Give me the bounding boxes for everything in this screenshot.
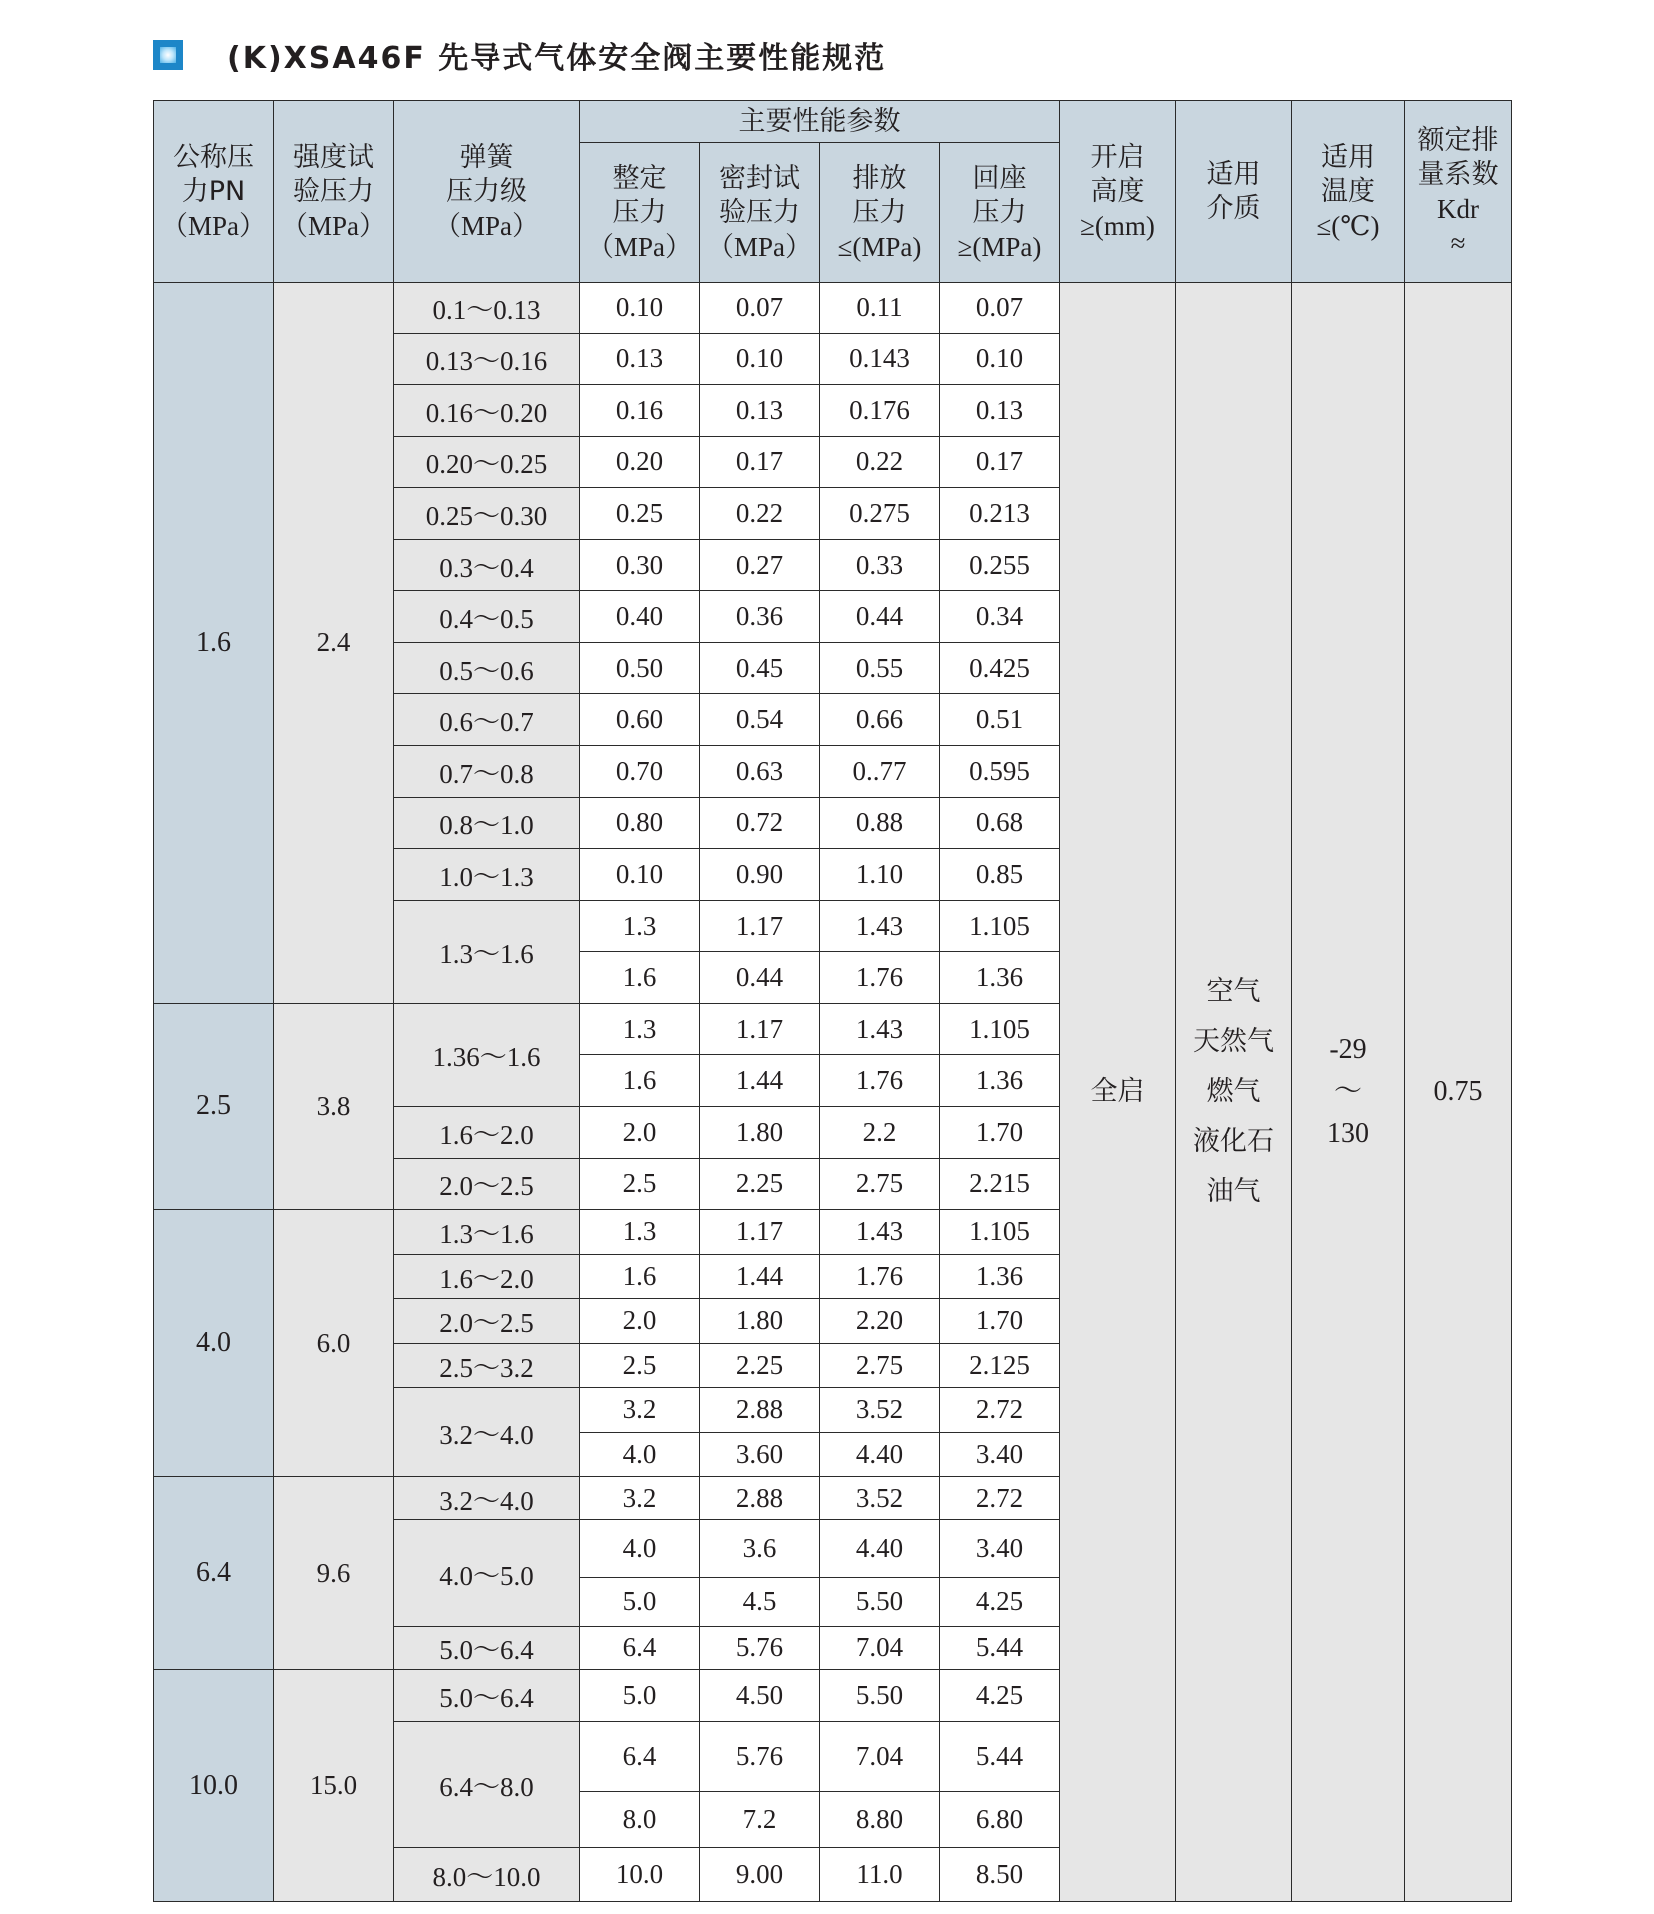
reseat-cell: 0.07 — [940, 283, 1060, 334]
spring-class-cell: 0.20～0.25 — [394, 436, 580, 488]
seal-test-cell: 7.2 — [700, 1792, 820, 1848]
spring-class-cell: 2.0～2.5 — [394, 1158, 580, 1210]
spring-class-cell: 1.36～1.6 — [394, 1003, 580, 1106]
reseat-cell: 2.72 — [940, 1477, 1060, 1520]
set-pressure-cell: 4.0 — [580, 1432, 700, 1476]
reseat-cell: 0.85 — [940, 849, 1060, 901]
seal-test-cell: 5.76 — [700, 1721, 820, 1792]
square-bullet-icon — [153, 40, 183, 70]
reseat-cell: 1.36 — [940, 1254, 1060, 1298]
nominal-pressure-cell: 1.6 — [154, 283, 274, 1004]
kdr-cell: 0.75 — [1405, 283, 1512, 1902]
seal-test-cell: 1.17 — [700, 900, 820, 952]
discharge-cell: 5.50 — [820, 1670, 940, 1722]
set-pressure-cell: 0.40 — [580, 591, 700, 643]
discharge-cell: 0.55 — [820, 642, 940, 694]
header-temp: 适用 温度 ≤(℃) — [1292, 101, 1405, 283]
discharge-cell: 1.43 — [820, 900, 940, 952]
strength-test-cell: 6.0 — [274, 1210, 394, 1477]
discharge-cell: 0.22 — [820, 436, 940, 488]
header-kdr: 额定排 量系数 Kdr ≈ — [1405, 101, 1512, 283]
spring-class-cell: 0.8～1.0 — [394, 797, 580, 849]
seal-test-cell: 1.44 — [700, 1055, 820, 1107]
set-pressure-cell: 6.4 — [580, 1626, 700, 1669]
temp-line: 130 — [1327, 1118, 1369, 1149]
discharge-cell: 0.44 — [820, 591, 940, 643]
seal-test-cell: 0.07 — [700, 283, 820, 334]
medium-line: 液化石 — [1193, 1126, 1274, 1157]
discharge-cell: 4.40 — [820, 1520, 940, 1578]
medium-cell — [1176, 283, 1292, 1902]
seal-test-cell: 0.90 — [700, 849, 820, 901]
seal-test-cell: 3.6 — [700, 1520, 820, 1578]
header-set-pressure: 整定 压力 （MPa） — [580, 143, 700, 283]
seal-test-cell: 1.44 — [700, 1254, 820, 1298]
discharge-cell: 0.33 — [820, 539, 940, 591]
reseat-cell: 0.595 — [940, 746, 1060, 798]
seal-test-cell: 2.25 — [700, 1158, 820, 1210]
set-pressure-cell: 1.3 — [580, 1003, 700, 1055]
seal-test-cell: 1.80 — [700, 1299, 820, 1343]
discharge-cell: 1.76 — [820, 1254, 940, 1298]
seal-test-cell: 0.45 — [700, 642, 820, 694]
set-pressure-cell: 2.5 — [580, 1158, 700, 1210]
temp-line: ～ — [1333, 1076, 1362, 1107]
reseat-cell: 8.50 — [940, 1848, 1060, 1902]
spring-class-cell: 4.0～5.0 — [394, 1520, 580, 1626]
spring-class-cell: 0.1～0.13 — [394, 283, 580, 334]
seal-test-cell: 1.17 — [700, 1210, 820, 1254]
set-pressure-cell: 1.6 — [580, 1254, 700, 1298]
reseat-cell: 0.213 — [940, 488, 1060, 540]
seal-test-cell: 4.50 — [700, 1670, 820, 1722]
set-pressure-cell: 0.10 — [580, 849, 700, 901]
discharge-cell: 2.75 — [820, 1343, 940, 1387]
discharge-cell: 3.52 — [820, 1388, 940, 1432]
spring-class-cell: 1.0～1.3 — [394, 849, 580, 901]
discharge-cell: 1.76 — [820, 952, 940, 1004]
reseat-cell: 4.25 — [940, 1578, 1060, 1627]
spring-class-cell: 3.2～4.0 — [394, 1388, 580, 1477]
header-seal-test: 密封试 验压力 （MPa） — [700, 143, 820, 283]
set-pressure-cell: 10.0 — [580, 1848, 700, 1902]
set-pressure-cell: 0.25 — [580, 488, 700, 540]
seal-test-cell: 0.36 — [700, 591, 820, 643]
discharge-cell: 1.10 — [820, 849, 940, 901]
reseat-cell: 1.36 — [940, 952, 1060, 1004]
spec-table — [153, 100, 1512, 1902]
reseat-cell: 0.10 — [940, 333, 1060, 385]
table-body — [154, 283, 1512, 1902]
seal-test-cell: 1.80 — [700, 1106, 820, 1158]
title-row — [153, 32, 886, 78]
strength-test-cell: 3.8 — [274, 1003, 394, 1209]
reseat-cell: 1.105 — [940, 1210, 1060, 1254]
discharge-cell: 0.66 — [820, 694, 940, 746]
lift-cell: 全启 — [1060, 283, 1176, 1902]
seal-test-cell: 0.72 — [700, 797, 820, 849]
header-discharge: 排放 压力 ≤(MPa) — [820, 143, 940, 283]
reseat-cell: 0.13 — [940, 385, 1060, 437]
discharge-cell: 0.275 — [820, 488, 940, 540]
set-pressure-cell: 8.0 — [580, 1792, 700, 1848]
discharge-cell: 0..77 — [820, 746, 940, 798]
spring-class-cell: 0.16～0.20 — [394, 385, 580, 437]
reseat-cell: 1.105 — [940, 1003, 1060, 1055]
spring-class-cell: 8.0～10.0 — [394, 1848, 580, 1902]
set-pressure-cell: 2.5 — [580, 1343, 700, 1387]
seal-test-cell: 4.5 — [700, 1578, 820, 1627]
header-lift: 开启 高度 ≥(mm) — [1060, 101, 1176, 283]
set-pressure-cell: 1.6 — [580, 1055, 700, 1107]
reseat-cell: 2.72 — [940, 1388, 1060, 1432]
reseat-cell: 2.215 — [940, 1158, 1060, 1210]
set-pressure-cell: 5.0 — [580, 1670, 700, 1722]
nominal-pressure-cell: 10.0 — [154, 1670, 274, 1902]
seal-test-cell: 5.76 — [700, 1626, 820, 1669]
nominal-pressure-cell: 4.0 — [154, 1210, 274, 1477]
discharge-cell: 5.50 — [820, 1578, 940, 1627]
seal-test-cell: 0.54 — [700, 694, 820, 746]
spring-class-cell: 1.6～2.0 — [394, 1106, 580, 1158]
medium-line: 空气 — [1206, 976, 1261, 1007]
discharge-cell: 1.43 — [820, 1210, 940, 1254]
reseat-cell: 0.68 — [940, 797, 1060, 849]
seal-test-cell: 2.25 — [700, 1343, 820, 1387]
spring-class-cell: 0.5～0.6 — [394, 642, 580, 694]
strength-test-cell: 9.6 — [274, 1477, 394, 1670]
set-pressure-cell: 1.3 — [580, 900, 700, 952]
medium-line: 天然气 — [1193, 1026, 1274, 1057]
medium-line: 燃气 — [1206, 1076, 1261, 1107]
set-pressure-cell: 3.2 — [580, 1477, 700, 1520]
set-pressure-cell: 0.16 — [580, 385, 700, 437]
seal-test-cell: 3.60 — [700, 1432, 820, 1476]
discharge-cell: 2.20 — [820, 1299, 940, 1343]
spring-class-cell: 3.2～4.0 — [394, 1477, 580, 1520]
set-pressure-cell: 0.10 — [580, 283, 700, 334]
seal-test-cell: 9.00 — [700, 1848, 820, 1902]
reseat-cell: 1.36 — [940, 1055, 1060, 1107]
page-title: (K)XSA46F 先导式气体安全阀主要性能规范 — [227, 41, 887, 76]
seal-test-cell: 0.22 — [700, 488, 820, 540]
header-medium: 适用 介质 — [1176, 101, 1292, 283]
discharge-cell: 7.04 — [820, 1626, 940, 1669]
seal-test-cell: 0.17 — [700, 436, 820, 488]
seal-test-cell: 2.88 — [700, 1388, 820, 1432]
spring-class-cell: 0.13～0.16 — [394, 333, 580, 385]
discharge-cell: 7.04 — [820, 1721, 940, 1792]
set-pressure-cell: 0.50 — [580, 642, 700, 694]
strength-test-cell: 2.4 — [274, 283, 394, 1004]
reseat-cell: 1.70 — [940, 1299, 1060, 1343]
temp-line: -29 — [1329, 1034, 1367, 1065]
reseat-cell: 0.34 — [940, 591, 1060, 643]
set-pressure-cell: 0.80 — [580, 797, 700, 849]
reseat-cell: 5.44 — [940, 1626, 1060, 1669]
spring-class-cell: 1.3～1.6 — [394, 1210, 580, 1254]
spring-class-cell: 2.5～3.2 — [394, 1343, 580, 1387]
table-row — [154, 283, 1512, 334]
set-pressure-cell: 0.20 — [580, 436, 700, 488]
discharge-cell: 0.143 — [820, 333, 940, 385]
header-nominal-pressure: 公称压 力PN （MPa） — [154, 101, 274, 283]
header-strength-test: 强度试 验压力 （MPa） — [274, 101, 394, 283]
discharge-cell: 0.11 — [820, 283, 940, 334]
reseat-cell: 0.51 — [940, 694, 1060, 746]
set-pressure-cell: 3.2 — [580, 1388, 700, 1432]
reseat-cell: 0.425 — [940, 642, 1060, 694]
spring-class-cell: 1.3～1.6 — [394, 900, 580, 1003]
set-pressure-cell: 0.13 — [580, 333, 700, 385]
discharge-cell: 4.40 — [820, 1432, 940, 1476]
spring-class-cell: 0.6～0.7 — [394, 694, 580, 746]
seal-test-cell: 0.44 — [700, 952, 820, 1004]
reseat-cell: 1.105 — [940, 900, 1060, 952]
reseat-cell: 1.70 — [940, 1106, 1060, 1158]
reseat-cell: 5.44 — [940, 1721, 1060, 1792]
header-reseat: 回座 压力 ≥(MPa) — [940, 143, 1060, 283]
reseat-cell: 2.125 — [940, 1343, 1060, 1387]
temp-cell — [1292, 283, 1405, 1902]
reseat-cell: 0.255 — [940, 539, 1060, 591]
discharge-cell: 1.76 — [820, 1055, 940, 1107]
header-spring-class: 弹簧 压力级 （MPa） — [394, 101, 580, 283]
seal-test-cell: 0.27 — [700, 539, 820, 591]
spring-class-cell: 6.4～8.0 — [394, 1721, 580, 1847]
discharge-cell: 8.80 — [820, 1792, 940, 1848]
strength-test-cell: 15.0 — [274, 1670, 394, 1902]
discharge-cell: 11.0 — [820, 1848, 940, 1902]
set-pressure-cell: 0.30 — [580, 539, 700, 591]
set-pressure-cell: 2.0 — [580, 1106, 700, 1158]
set-pressure-cell: 1.6 — [580, 952, 700, 1004]
discharge-cell: 2.2 — [820, 1106, 940, 1158]
set-pressure-cell: 6.4 — [580, 1721, 700, 1792]
set-pressure-cell: 0.60 — [580, 694, 700, 746]
seal-test-cell: 0.10 — [700, 333, 820, 385]
spring-class-cell: 5.0～6.4 — [394, 1626, 580, 1669]
seal-test-cell: 2.88 — [700, 1477, 820, 1520]
discharge-cell: 0.176 — [820, 385, 940, 437]
spring-class-cell: 0.4～0.5 — [394, 591, 580, 643]
nominal-pressure-cell: 6.4 — [154, 1477, 274, 1670]
set-pressure-cell: 4.0 — [580, 1520, 700, 1578]
set-pressure-cell: 5.0 — [580, 1578, 700, 1627]
spring-class-cell: 1.6～2.0 — [394, 1254, 580, 1298]
discharge-cell: 2.75 — [820, 1158, 940, 1210]
reseat-cell: 4.25 — [940, 1670, 1060, 1722]
spring-class-cell: 2.0～2.5 — [394, 1299, 580, 1343]
seal-test-cell: 0.13 — [700, 385, 820, 437]
reseat-cell: 6.80 — [940, 1792, 1060, 1848]
spring-class-cell: 0.7～0.8 — [394, 746, 580, 798]
discharge-cell: 1.43 — [820, 1003, 940, 1055]
spring-class-cell: 5.0～6.4 — [394, 1670, 580, 1722]
spring-class-cell: 0.25～0.30 — [394, 488, 580, 540]
discharge-cell: 0.88 — [820, 797, 940, 849]
medium-line: 油气 — [1206, 1176, 1261, 1207]
set-pressure-cell: 2.0 — [580, 1299, 700, 1343]
set-pressure-cell: 1.3 — [580, 1210, 700, 1254]
reseat-cell: 3.40 — [940, 1432, 1060, 1476]
spring-class-cell: 0.3～0.4 — [394, 539, 580, 591]
nominal-pressure-cell: 2.5 — [154, 1003, 274, 1209]
header-main-params: 主要性能参数 — [580, 101, 1060, 143]
reseat-cell: 0.17 — [940, 436, 1060, 488]
discharge-cell: 3.52 — [820, 1477, 940, 1520]
reseat-cell: 3.40 — [940, 1520, 1060, 1578]
seal-test-cell: 1.17 — [700, 1003, 820, 1055]
seal-test-cell: 0.63 — [700, 746, 820, 798]
set-pressure-cell: 0.70 — [580, 746, 700, 798]
